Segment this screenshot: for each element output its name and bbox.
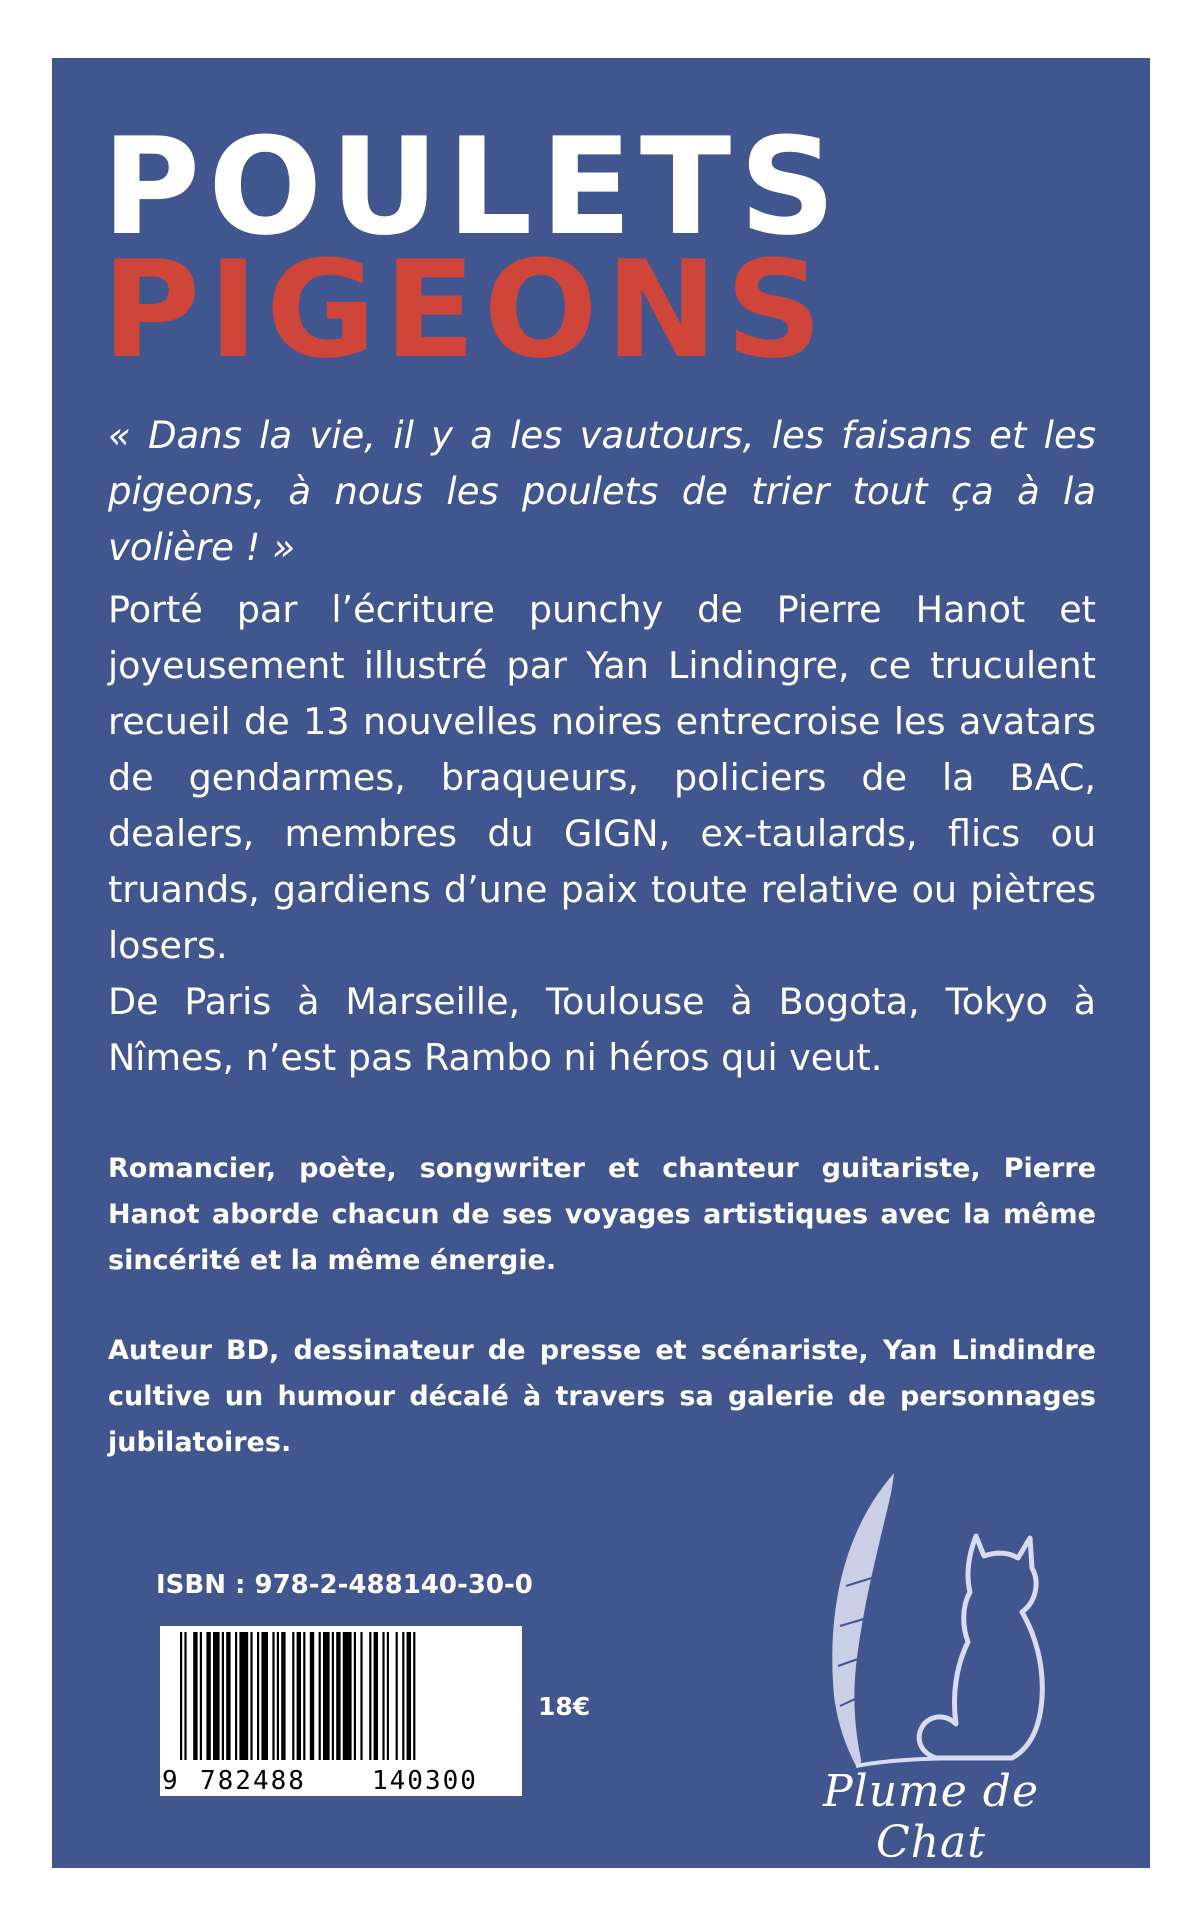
blurb-quote: « Dans la vie, il y a les vautours, les faisans et les pigeons, à nous les poulets de trier tout ça à la volière ! » <box>108 414 1096 569</box>
title-line-2: PIGEONS <box>102 232 831 388</box>
description-paragraph-2: De Paris à Marseille, Toulouse à Bogota, Tokyo à Nîmes, n’est pas Rambo ni héros qui veut. <box>108 980 1096 1079</box>
barcode-first-digit: 9 <box>162 1766 178 1796</box>
description-paragraph-1: Porté par l’écriture punchy de Pierre Hanot et joyeusement illustré par Yan Lindingre, ce truculent recueil de 13 nouvelles noires entrecroise les avatars de gendarmes, braqueurs, policiers de la BAC, dealers, membres du GIGN, ex-taulards, flics ou truands, gardiens d’une paix toute relative ou piètres losers. <box>108 588 1096 967</box>
illustrator-bio: Auteur BD, dessinateur de presse et scénariste, Yan Lindindre cultive un humour décalé à travers sa galerie de personnages jubilatoires. <box>108 1335 1096 1458</box>
publisher-logo <box>786 1466 1086 1868</box>
author-bio: Romancier, poète, songwriter et chanteur guitariste, Pierre Hanot aborde chacun de ses voyages artistiques avec la même sincérité et la même énergie. <box>108 1153 1096 1276</box>
barcode-right-group: 140300 <box>372 1766 478 1796</box>
publisher-name: Plume de Chat <box>823 1766 1039 1868</box>
back-cover <box>52 58 1150 1868</box>
barcode-bars <box>160 1626 522 1766</box>
barcode <box>160 1626 522 1796</box>
title-line-1: POULETS <box>102 109 844 265</box>
price-label: 18€ <box>538 1692 591 1721</box>
isbn-label: ISBN : 978-2-488140-30-0 <box>156 1570 533 1600</box>
barcode-left-group: 782488 <box>200 1766 306 1796</box>
